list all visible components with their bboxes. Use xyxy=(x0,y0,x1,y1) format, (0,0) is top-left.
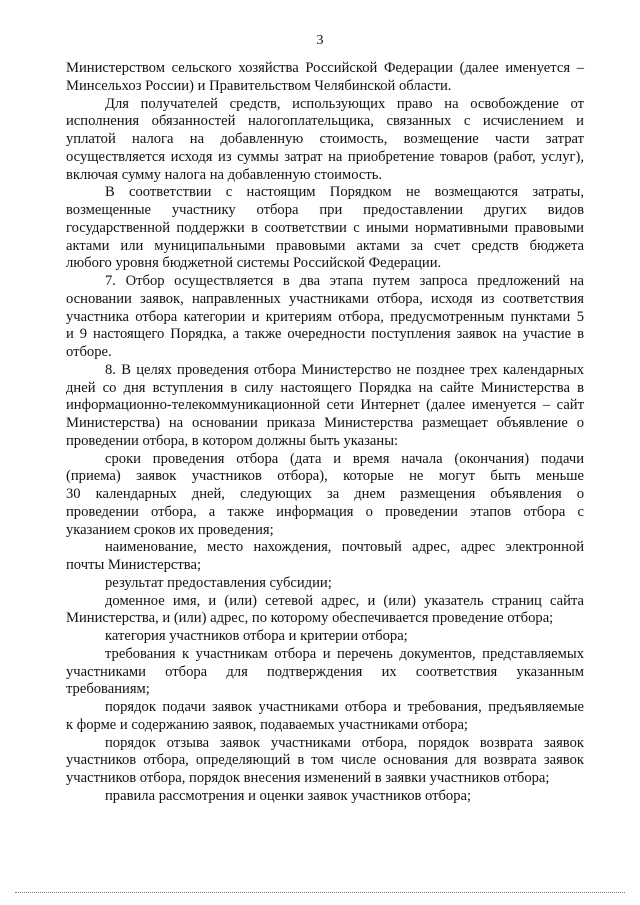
paragraph xyxy=(66,735,584,788)
text-line: проведении отбора, а также информация о проведении этапов отбора с xyxy=(66,503,584,520)
text-line: 30 календарных дней, следующих за днем размещения объявления о xyxy=(66,486,584,502)
paragraph xyxy=(66,451,584,540)
paragraph xyxy=(66,96,584,185)
text-line: проведении отбора, в котором должны быть указаны: xyxy=(66,432,399,449)
text-line: участников отбора, определяющий в том числе основания для возврата заявок xyxy=(66,752,584,769)
text-line: порядок подачи заявок участниками отбора и требования, предъявляемые xyxy=(105,699,584,715)
text-line: актами или муниципальными правовыми актами за счет средств бюджета xyxy=(66,237,584,254)
text-line: категория участников отбора и критерии отбора; xyxy=(105,628,408,644)
text-line: включая сумму налога на добавленную стоимость. xyxy=(66,166,383,183)
text-line: доменное имя, и (или) сетевой адрес, и (или) указатель страниц сайта xyxy=(105,592,584,609)
text-line: почты Министерства; xyxy=(66,557,202,573)
text-line: участников отбора, порядок внесения изменений в заявки участников отбора; xyxy=(66,770,550,786)
text-line: наименование, место нахождения, почтовый адрес, адрес электронной xyxy=(105,539,584,556)
text-line: сроки проведения отбора (дата и время начала (окончания) подачи xyxy=(105,450,584,467)
text-line: правила рассмотрения и оценки заявок участников отбора; xyxy=(105,787,472,804)
text-line: (приема) заявок участников отбора), которые не могут быть меньше xyxy=(66,468,584,485)
text-line: 7. Отбор осуществляется в два этапа путем запроса предложений на xyxy=(105,273,584,289)
text-line: результат предоставления субсидии; xyxy=(105,574,332,591)
paragraph xyxy=(66,788,584,806)
paragraph xyxy=(66,184,584,273)
paragraph xyxy=(66,699,584,735)
text-line: дней со дня вступления в силу настоящего Порядка на сайте Министерства в xyxy=(66,379,584,396)
text-line: к форме и содержанию заявок, подаваемых участниками отбора; xyxy=(66,716,468,733)
text-line: любого уровня бюджетной системы Российской Федерации. xyxy=(66,255,442,272)
text-line: Министерства) на основании приказа Министерства размещает объявление о xyxy=(66,415,584,431)
text-line: исполнения обязанностей налогоплательщика, связанных с исчислением и xyxy=(66,113,584,130)
paragraph xyxy=(66,362,584,451)
text-line: Для получателей средств, использующих право на освобождение от xyxy=(105,95,584,112)
paragraph xyxy=(66,273,584,362)
text-line: Минсельхоз России) и Правительством Челябинской области. xyxy=(66,77,452,94)
text-line: уплатой налога на добавленную стоимость, возмещение части затрат xyxy=(66,131,584,147)
paragraph xyxy=(66,60,584,96)
text-line: В соответствии с настоящим Порядком не возмещаются затраты, xyxy=(105,184,584,201)
text-line: возмещенные участнику отбора при предоставлении других видов xyxy=(66,202,584,218)
text-line: Министерства, и (или) адрес, по которому обеспечивается проведение отбора; xyxy=(66,610,554,627)
footer-rule xyxy=(15,892,625,893)
text-line: требованиям; xyxy=(66,681,150,698)
text-line: информационно-телекоммуникационной сети Интернет (далее именуется – сайт xyxy=(66,397,584,414)
text-line: порядок отзыва заявок участниками отбора, порядок возврата заявок xyxy=(105,734,584,751)
text-line: указанием сроков их проведения; xyxy=(66,521,274,538)
text-line: требования к участникам отбора и перечень документов, представляемых xyxy=(105,645,584,662)
text-line: и 9 настоящего Порядка, а также очередности поступления заявок на участие в xyxy=(66,326,584,343)
paragraph xyxy=(66,593,584,629)
document-body xyxy=(66,60,584,806)
text-line: отборе. xyxy=(66,344,112,360)
text-line: участниками отбора для подтверждения их соответствия указанным xyxy=(66,663,584,680)
text-line: участника отбора категории и критериям отбора, предусмотренным пунктами 5 xyxy=(66,308,584,325)
text-line: государственной поддержки в соответствии с иными нормативными правовыми xyxy=(66,219,584,236)
text-line: основании заявок, направленных участниками отбора, исходя из соответствия xyxy=(66,290,584,307)
paragraph xyxy=(66,646,584,699)
paragraph xyxy=(66,575,584,593)
text-line: 8. В целях проведения отбора Министерство не позднее трех календарных xyxy=(105,361,584,378)
paragraph xyxy=(66,628,584,646)
page-number: 3 xyxy=(316,33,324,48)
text-line: Министерством сельского хозяйства Российской Федерации (далее именуется – xyxy=(66,60,584,76)
text-line: осуществляется исходя из суммы затрат на приобретение товаров (работ, услуг), xyxy=(66,148,584,165)
paragraph xyxy=(66,539,584,575)
